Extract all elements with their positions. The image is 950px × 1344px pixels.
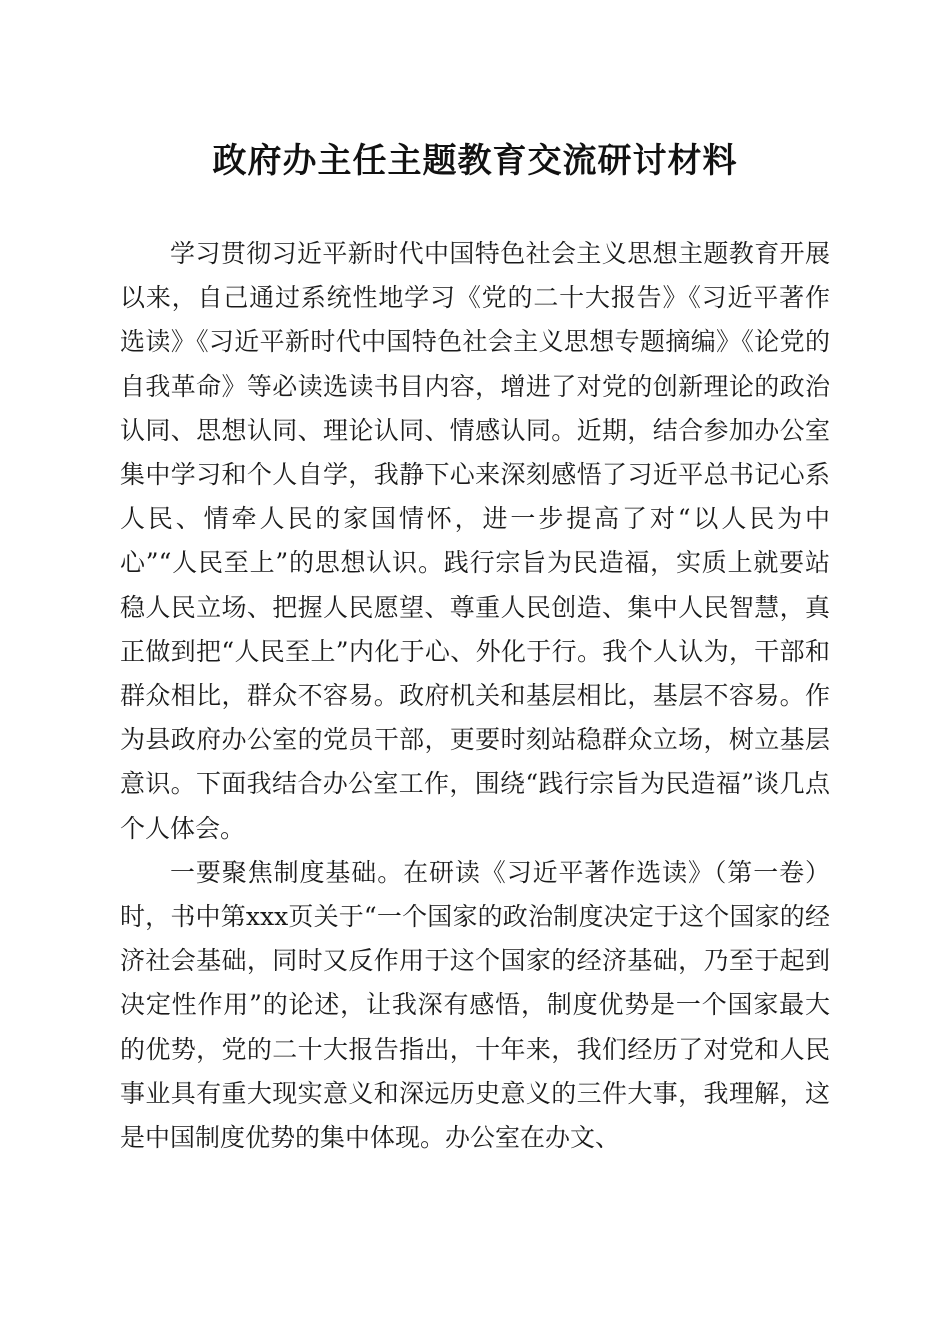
paragraph-intro: 学习贯彻习近平新时代中国特色社会主义思想主题教育开展以来，自己通过系统性地学习《党的二十大报告》《习近平著作选读》《习近平新时代中国特色社会主义思想专题摘编》《论党的自我革命》等必读选读书目内容，增进了对党的创新理论的政治认同、思想认同、理论认同、情感认同。近期，结合参加办公室集中学习和个人自学，我静下心来深刻感悟了习近平总书记心系人民、情牵人民的家国情怀，进一步提高了对“以人民为中心”“人民至上”的思想认识。践行宗旨为民造福，实质上就要站稳人民立场、把握人民愿望、尊重人民创造、集中人民智慧，真正做到把“人民至上”内化于心、外化于行。我个人认为，干部和群众相比，群众不容易。政府机关和基层相比，基层不容易。作为县政府办公室的党员干部，更要时刻站稳群众立场，树立基层意识。下面我结合办公室工作，围绕“践行宗旨为民造福”谈几点个人体会。 bbox=[120, 239, 830, 843]
document-body bbox=[120, 232, 830, 1160]
paragraph-point-one: 一要聚焦制度基础。在研读《习近平著作选读》（第一卷）时，书中第xxx页关于“一个国家的政治制度决定于这个国家的经济社会基础，同时又反作用于这个国家的经济基础，乃至于起到决定性作用”的论述，让我深有感悟，制度优势是一个国家最大的优势，党的二十大报告指出，十年来，我们经历了对党和人民事业具有重大现实意义和深远历史意义的三件大事，我理解，这是中国制度优势的集中体现。办公室在办文、 bbox=[120, 857, 830, 1153]
document-title: 政府办主任主题教育交流研讨材料 bbox=[212, 141, 738, 181]
